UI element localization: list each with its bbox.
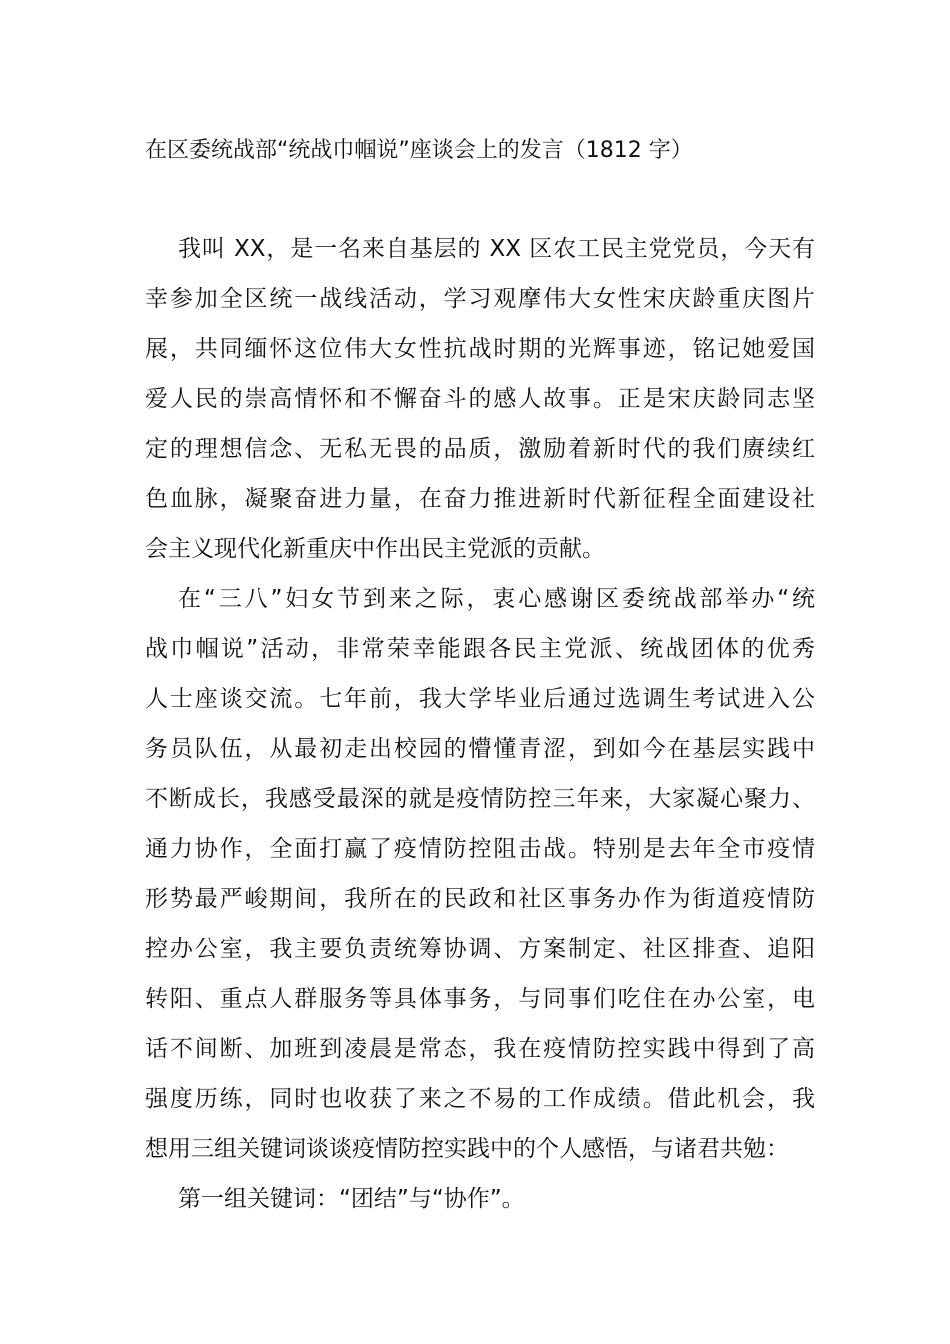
paragraph-2-line-10: 话不间断、加班到凌晨是常态，我在疫情防控实践中得到了高 [145, 1036, 815, 1062]
paragraph-3-line-1: 第一组关键词：“团结”与“协作”。 [178, 1186, 525, 1212]
paragraph-2-line-7: 形势最严峻期间，我所在的民政和社区事务办作为街道疫情防 [145, 886, 815, 912]
paragraph-1-line-2: 幸参加全区统一战线活动，学习观摩伟大女性宋庆龄重庆图片 [145, 286, 815, 312]
paragraph-2-line-11: 强度历练，同时也收获了来之不易的工作成绩。借此机会，我 [145, 1086, 815, 1112]
paragraph-2-line-3: 人士座谈交流。七年前，我大学毕业后通过选调生考试进入公 [145, 686, 815, 712]
paragraph-2-line-8: 控办公室，我主要负责统筹协调、方案制定、社区排查、追阳 [145, 936, 815, 962]
paragraph-1-line-5: 定的理想信念、无私无畏的品质，激励着新时代的我们赓续红 [145, 436, 815, 462]
paragraph-1-line-4: 爱人民的崇高情怀和不懈奋斗的感人故事。正是宋庆龄同志坚 [145, 386, 815, 412]
paragraph-2-line-2: 战巾帼说”活动，非常荣幸能跟各民主党派、统战团体的优秀 [145, 636, 815, 662]
paragraph-2-line-6: 通力协作，全面打赢了疫情防控阻击战。特别是去年全市疫情 [145, 836, 815, 862]
paragraph-2-line-1: 在“三八”妇女节到来之际，衷心感谢区委统战部举办“统 [178, 586, 815, 612]
document-title: 在区委统战部“统战巾帼说”座谈会上的发言（1812 字） [145, 138, 693, 163]
paragraph-1-line-6: 色血脉，凝聚奋进力量，在奋力推进新时代新征程全面建设社 [145, 486, 815, 512]
paragraph-1-line-3: 展，共同缅怀这位伟大女性抗战时期的光辉事迹，铭记她爱国 [145, 336, 815, 362]
paragraph-1-line-1: 我叫 XX，是一名来自基层的 XX 区农工民主党党员，今天有 [178, 236, 815, 262]
paragraph-2-line-4: 务员队伍，从最初走出校园的懵懂青涩，到如今在基层实践中 [145, 736, 815, 762]
paragraph-2-line-5: 不断成长，我感受最深的就是疫情防控三年来，大家凝心聚力、 [145, 786, 815, 812]
paragraph-1-line-7: 会主义现代化新重庆中作出民主党派的贡献。 [145, 536, 605, 562]
paragraph-2-line-9: 转阳、重点人群服务等具体事务，与同事们吃住在办公室，电 [145, 986, 815, 1012]
paragraph-2-line-12: 想用三组关键词谈谈疫情防控实践中的个人感悟，与诸君共勉： [145, 1136, 789, 1162]
